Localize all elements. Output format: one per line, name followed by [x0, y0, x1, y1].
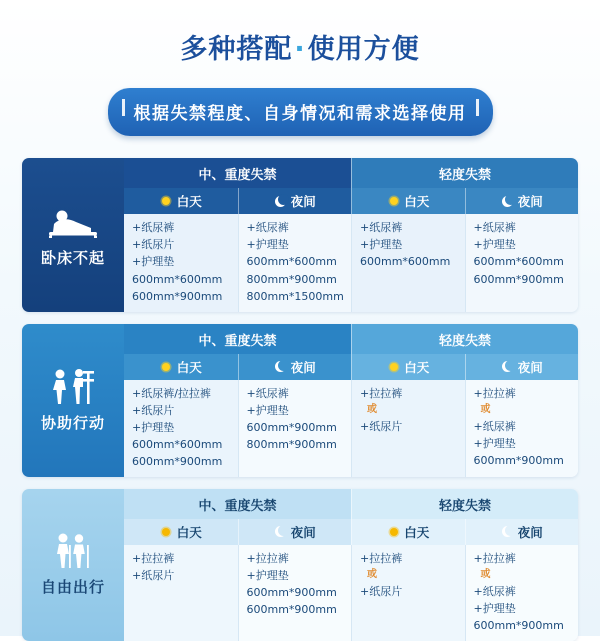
- time-mild-day: [351, 188, 465, 214]
- row-label-text: 卧床不起: [40, 248, 105, 267]
- cell-line: +纸尿片: [132, 238, 175, 252]
- cell-line: +纸尿裤: [473, 221, 516, 235]
- cell-mild-night: [465, 545, 579, 641]
- cell-severe-day: [124, 214, 238, 311]
- time-label: 白天: [404, 359, 430, 375]
- sun-icon: [160, 360, 173, 373]
- moon-icon: [501, 360, 514, 373]
- cell-line: +拉拉裤: [360, 386, 403, 400]
- time-header: [124, 519, 578, 545]
- cell-line: 600mm*600mm: [473, 255, 564, 269]
- cell-line: +纸尿片: [132, 568, 175, 582]
- time-mild-night: [465, 354, 579, 380]
- moon-icon: [501, 525, 514, 538]
- time-label: 夜间: [290, 359, 316, 375]
- cell-mild-night: [465, 380, 579, 477]
- cell-line: 600mm*900mm: [132, 454, 223, 468]
- cell-line: 600mm*600mm: [360, 255, 451, 269]
- cell-or-separator: 或: [480, 568, 491, 580]
- cell-line: 600mm*600mm: [246, 255, 337, 269]
- cells-row: [124, 545, 578, 641]
- row-grid: [124, 489, 578, 641]
- moon-icon: [274, 195, 287, 208]
- cell-severe-night: [238, 545, 352, 641]
- time-label: 白天: [404, 194, 430, 210]
- cells-row: [124, 380, 578, 477]
- time-label: 夜间: [290, 524, 316, 540]
- cell-line: +纸尿片: [360, 419, 403, 433]
- table-row-assisted: [22, 324, 578, 477]
- cell-line: +拉拉裤: [246, 551, 289, 565]
- person-assisted-walking-icon: [45, 366, 101, 406]
- sun-icon: [387, 360, 400, 373]
- severity-header: [124, 324, 578, 354]
- severity-mild: 轻度失禁: [351, 158, 578, 188]
- sun-icon: [387, 525, 400, 538]
- cell-mild-day: [351, 380, 465, 477]
- time-severe-day: [124, 519, 238, 545]
- cell-line: +拉拉裤: [473, 386, 516, 400]
- time-mild-day: [351, 519, 465, 545]
- time-severe-night: [238, 519, 352, 545]
- cell-severe-day: [124, 545, 238, 641]
- matrix-table: [22, 158, 578, 641]
- cell-line: +纸尿裤: [246, 221, 289, 235]
- severity-mild: 轻度失禁: [351, 489, 578, 519]
- row-label-assisted: [22, 324, 124, 477]
- cell-line: +护理垫: [246, 403, 289, 417]
- time-label: 夜间: [517, 194, 543, 210]
- cell-line: +纸尿裤/拉拉裤: [132, 386, 211, 400]
- table-row-free-walking: [22, 489, 578, 641]
- time-label: 白天: [176, 359, 202, 375]
- cell-line: 600mm*900mm: [246, 420, 337, 434]
- cell-or-separator: 或: [367, 568, 377, 580]
- time-label: 夜间: [517, 524, 543, 540]
- row-label-text: 协助行动: [40, 413, 105, 432]
- time-mild-night: [465, 519, 579, 545]
- cell-line: +纸尿裤: [132, 221, 175, 235]
- time-mild-night: [465, 188, 579, 214]
- cell-line: +纸尿裤: [473, 419, 516, 433]
- time-header: [124, 188, 578, 214]
- cell-severe-night: [238, 214, 352, 311]
- row-grid: [124, 324, 578, 477]
- cell-line: +护理垫: [473, 436, 516, 450]
- cell-line: 600mm*900mm: [132, 289, 223, 303]
- cell-line: +纸尿片: [132, 403, 175, 417]
- severity-severe: 中、重度失禁: [124, 324, 351, 354]
- person-lying-in-bed-icon: [45, 201, 101, 241]
- cell-line: 800mm*900mm: [246, 437, 337, 451]
- time-severe-day: [124, 354, 238, 380]
- severity-severe: 中、重度失禁: [124, 158, 351, 188]
- cell-line: 600mm*900mm: [246, 603, 337, 616]
- cell-line: 600mm*900mm: [473, 272, 564, 286]
- time-severe-night: [238, 354, 352, 380]
- sun-icon: [387, 195, 400, 208]
- subtitle-banner-wrap: [0, 88, 600, 136]
- time-label: 夜间: [517, 359, 543, 375]
- cell-line: 800mm*900mm: [246, 272, 337, 286]
- page-title-separator: ·: [294, 34, 306, 65]
- moon-icon: [501, 195, 514, 208]
- cell-severe-night: [238, 380, 352, 477]
- cell-line: +拉拉裤: [473, 551, 516, 565]
- cells-row: [124, 214, 578, 311]
- row-label-free-walking: [22, 489, 124, 641]
- time-label: 夜间: [290, 194, 316, 210]
- cell-line: +护理垫: [132, 255, 175, 269]
- time-label: 白天: [176, 194, 202, 210]
- cell-line: +拉拉裤: [360, 551, 403, 565]
- time-label: 白天: [176, 524, 202, 540]
- cell-line: 600mm*900mm: [473, 619, 564, 632]
- cell-mild-day: [351, 545, 465, 641]
- cell-mild-night: [465, 214, 579, 311]
- cell-line: +纸尿裤: [246, 386, 289, 400]
- time-mild-day: [351, 354, 465, 380]
- cell-line: +护理垫: [132, 420, 175, 434]
- cell-line: 800mm*1500mm: [246, 289, 344, 303]
- cell-line: +纸尿裤: [360, 221, 403, 235]
- cell-line: 600mm*600mm: [132, 437, 223, 451]
- moon-icon: [274, 525, 287, 538]
- row-label-text: 自由出行: [40, 578, 105, 597]
- page-title: [0, 0, 600, 66]
- cell-line: +拉拉裤: [132, 551, 175, 565]
- time-severe-day: [124, 188, 238, 214]
- cell-line: 600mm*600mm: [132, 272, 223, 286]
- moon-icon: [274, 360, 287, 373]
- two-elderly-people-walking-icon: [45, 530, 101, 570]
- cell-line: +护理垫: [246, 568, 289, 582]
- sun-icon: [160, 525, 173, 538]
- time-severe-night: [238, 188, 352, 214]
- severity-mild: 轻度失禁: [351, 324, 578, 354]
- row-label-bedridden: [22, 158, 124, 311]
- cell-line: +护理垫: [473, 238, 516, 252]
- page-title-part1: 多种搭配: [180, 34, 293, 65]
- cell-line: +护理垫: [473, 601, 516, 615]
- subtitle-banner: 根据失禁程度、自身情况和需求选择使用: [108, 88, 493, 136]
- cell-mild-day: [351, 214, 465, 311]
- sun-icon: [160, 195, 173, 208]
- severity-header: [124, 489, 578, 519]
- table-row-bedridden: [22, 158, 578, 311]
- cell-line: 600mm*900mm: [246, 585, 337, 599]
- cell-line: +护理垫: [246, 238, 289, 252]
- severity-header: [124, 158, 578, 188]
- cell-line: +纸尿裤: [473, 584, 516, 598]
- time-label: 白天: [404, 524, 430, 540]
- severity-severe: 中、重度失禁: [124, 489, 351, 519]
- time-header: [124, 354, 578, 380]
- cell-line: +纸尿片: [360, 584, 403, 598]
- cell-line: +护理垫: [360, 238, 403, 252]
- cell-severe-day: [124, 380, 238, 477]
- page-title-part2: 使用方便: [307, 34, 420, 65]
- cell-or-separator: 或: [480, 403, 491, 415]
- cell-or-separator: 或: [367, 403, 377, 415]
- cell-line: 600mm*900mm: [473, 453, 564, 467]
- row-grid: [124, 158, 578, 311]
